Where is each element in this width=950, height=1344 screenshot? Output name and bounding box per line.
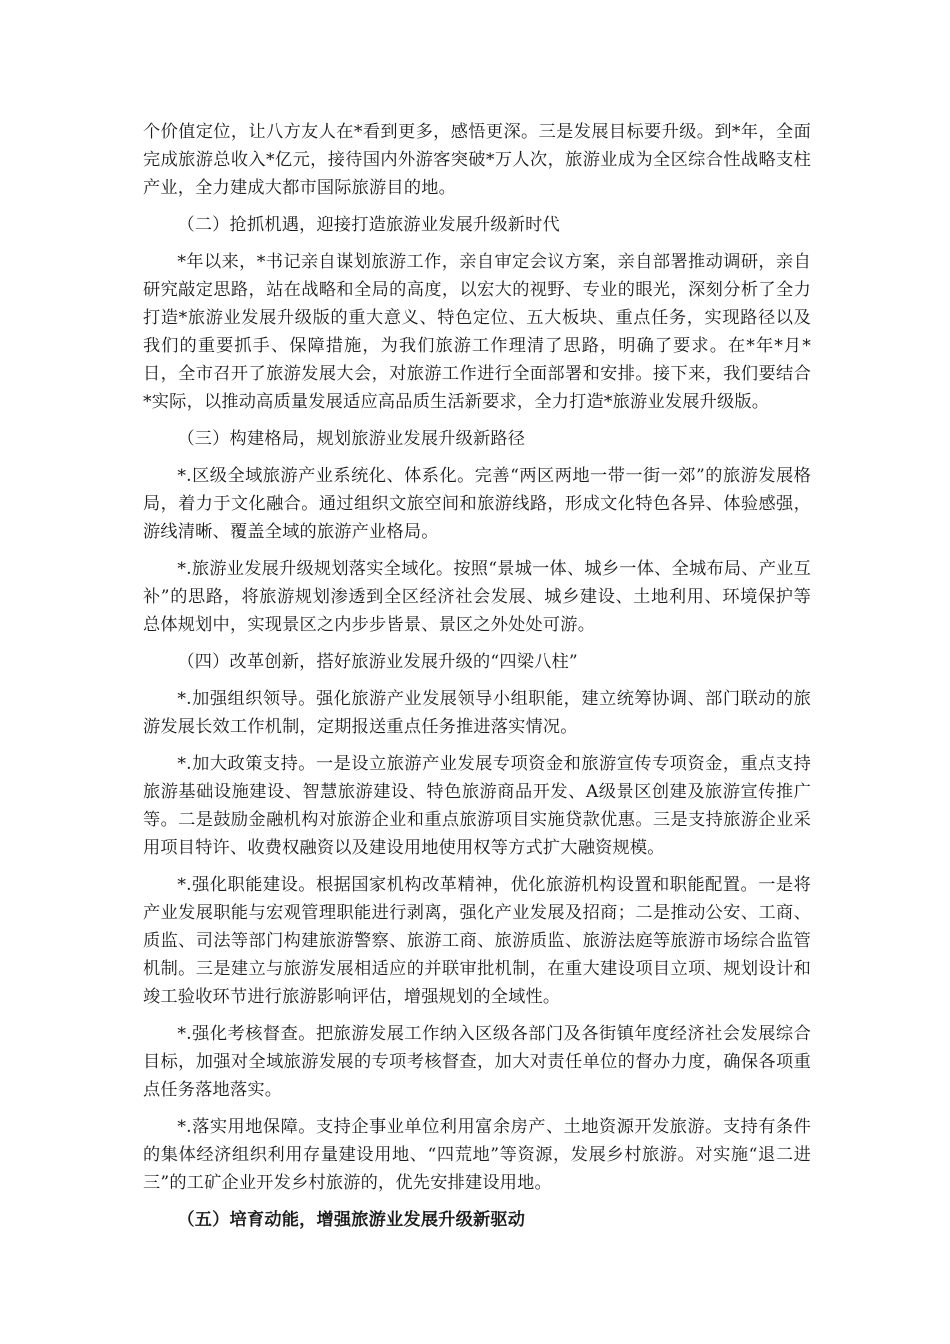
paragraph-planning-implementation: *.旅游业发展升级规划落实全域化。按照“景城一体、城乡一体、全城布局、产业互补”的思路，将旅游规划渗透到全区经济社会发展、城乡建设、土地利用、环境保护等总体规划中，实现景区之内步步皆景、景区之外处处可游。 (143, 559, 811, 635)
paragraph-target-upgrade: 个价值定位，让八方友人在*看到更多，感悟更深。三是发展目标要升级。到*年，全面完成旅游总收入*亿元，接待国内外游客突破*万人次，旅游业成为全区综合性战略支柱产业，全力建成大都市国际旅游目的地。 (143, 122, 811, 198)
section-heading-5: （五）培育动能，增强旅游业发展升级新驱动 (177, 1210, 526, 1230)
section-heading-2: （二）抢抓机遇，迎接打造旅游业发展升级新时代 (177, 215, 560, 235)
paragraph-policy-support: *.加大政策支持。一是设立旅游产业发展专项资金和旅游宣传专项资金，重点支持旅游基础设施建设、智慧旅游建设、特色旅游商品开发、A级景区创建及旅游宣传推广等。二是鼓励金融机构对旅游企业和重点旅游项目实施贷款优惠。三是支持旅游企业采用项目特许、收费权融资以及建设用地使用权等方式扩大融资规模。 (143, 754, 811, 858)
paragraph-tourism-system: *.区级全域旅游产业系统化、体系化。完善“两区两地一带一街一郊”的旅游发展格局，着力于文化融合。通过组织文旅空间和旅游线路，形成文化特色各异、体验感强，游线清晰、覆盖全域的旅游产业格局。 (143, 466, 811, 542)
paragraph-function-building: *.强化职能建设。根据国家机构改革精神，优化旅游机构设置和职能配置。一是将产业发展职能与宏观管理职能进行剥离，强化产业发展及招商；二是推动公安、工商、质监、司法等部门构建旅游警察、旅游工商、旅游质监、旅游法庭等旅游市场综合监管机制。三是建立与旅游发展相适应的并联审批机制，在重大建设项目立项、规划设计和竣工验收环节进行旅游影响评估，增强规划的全域性。 (143, 875, 811, 1007)
paragraph-secretary-planning: *年以来，*书记亲自谋划旅游工作，亲自审定会议方案，亲自部署推动调研，亲自研究敲定思路，站在战略和全局的高度，以宏大的视野、专业的眼光，深刻分析了全力打造*旅游业发展升级版的重大意义、特色定位、五大板块、重点任务，实现路径以及我们的重要抓手、保障措施，为我们旅游工作理清了思路，明确了要求。在*年*月*日，全市召开了旅游发展大会，对旅游工作进行全面部署和安排。接下来，我们要结合*实际，以推动高质量发展适应高品质生活新要求，全力打造*旅游业发展升级版。 (143, 252, 811, 412)
paragraph-organization-leadership: *.加强组织领导。强化旅游产业发展领导小组职能，建立统筹协调、部门联动的旅游发展长效工作机制，定期报送重点任务推进落实情况。 (143, 689, 811, 737)
paragraph-assessment-supervision: *.强化考核督查。把旅游发展工作纳入区级各部门及各街镇年度经济社会发展综合目标，加强对全域旅游发展的专项考核督查，加大对责任单位的督办力度，确保各项重点任务落地落实。 (143, 1024, 811, 1100)
section-heading-3: （三）构建格局，规划旅游业发展升级新路径 (177, 429, 526, 449)
paragraph-land-guarantee: *.落实用地保障。支持企事业单位利用富余房产、土地资源开发旅游。支持有条件的集体经济组织利用存量建设用地、“四荒地”等资源，发展乡村旅游。对实施“退二进三”的工矿企业开发乡村旅游的，优先安排建设用地。 (143, 1117, 811, 1193)
section-heading-4: （四）改革创新，搭好旅游业发展升级的“四梁八柱” (177, 652, 578, 672)
document-page (143, 118, 811, 1234)
